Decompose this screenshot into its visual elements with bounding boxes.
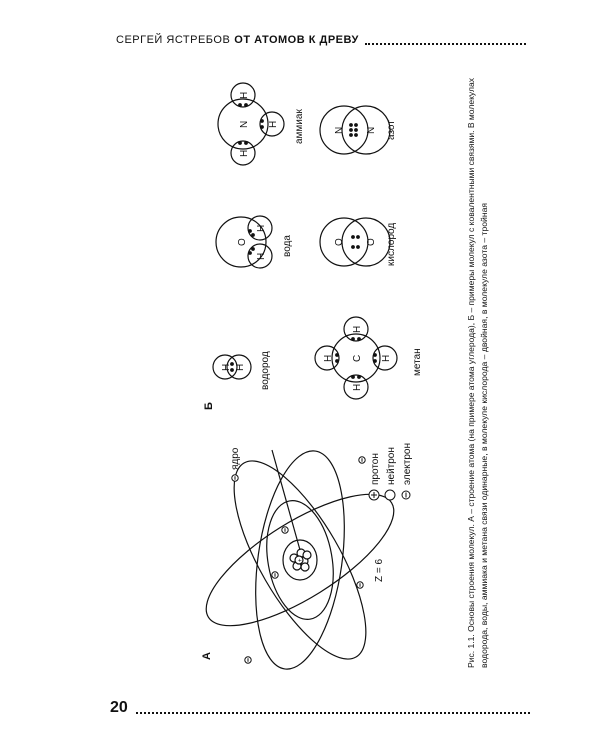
electron — [359, 457, 365, 463]
figure-caption — [466, 74, 489, 668]
molecule-label-oxygen: кислород — [386, 222, 397, 266]
svg-text:H: H — [221, 363, 232, 371]
caption-line-2: водорода, воды, аммиака и метана связи одинарные, в молекуле кислорода – двойная, в молекуле азота – тройная — [479, 203, 489, 668]
nucleus — [290, 549, 311, 571]
legend-electron-label: электрон — [402, 443, 413, 485]
molecule-water — [216, 216, 293, 268]
electron — [272, 572, 278, 578]
molecule-label-water: вода — [282, 235, 293, 257]
legend-proton — [369, 453, 381, 500]
molecule-hydrogen — [213, 351, 271, 390]
nucleus-pointer — [272, 450, 300, 550]
legend-neutron — [385, 447, 397, 500]
panel-b-label: Б — [203, 402, 215, 410]
svg-text:H: H — [239, 91, 250, 99]
legend-proton-label: протон — [370, 453, 381, 485]
svg-text:O: O — [366, 238, 377, 246]
panel-a-label: А — [201, 652, 213, 660]
svg-text:H: H — [268, 120, 279, 128]
electron — [357, 582, 363, 588]
svg-text:O: O — [237, 238, 248, 246]
molecule-label-hydrogen: водород — [260, 351, 271, 390]
legend-electron — [402, 443, 413, 499]
svg-text:H: H — [256, 252, 267, 260]
header-author: СЕРГЕЙ ЯСТРЕБОВ — [116, 34, 231, 46]
molecule-label-methane: метан — [412, 348, 423, 376]
page-number: 20 — [110, 699, 128, 716]
atomic-number-label: Z = 6 — [374, 558, 385, 582]
svg-text:C: C — [352, 354, 363, 362]
electron — [232, 475, 238, 481]
legend — [369, 443, 413, 500]
svg-text:H: H — [323, 354, 334, 362]
svg-text:H: H — [352, 383, 363, 391]
svg-text:H: H — [352, 325, 363, 333]
molecule-ammonia — [218, 83, 305, 165]
svg-text:H: H — [256, 224, 267, 232]
svg-text:H: H — [381, 354, 392, 362]
footer-dotted-rule — [136, 702, 530, 714]
running-footer — [110, 698, 530, 718]
legend-neutron-label: нейтрон — [386, 447, 397, 485]
nucleus-label: ядро — [230, 447, 241, 470]
molecule-nitrogen — [320, 106, 397, 154]
electron — [245, 657, 251, 663]
molecule-methane — [315, 317, 423, 399]
svg-text:+: + — [298, 558, 304, 562]
molecule-oxygen — [320, 218, 397, 266]
molecule-label-nitrogen: азот — [386, 120, 397, 140]
svg-text:O: O — [334, 238, 345, 246]
molecule-label-ammonia: аммиак — [294, 109, 305, 144]
electron — [282, 527, 288, 533]
svg-text:H: H — [235, 363, 246, 371]
svg-text:N: N — [366, 126, 377, 134]
svg-text:H: H — [239, 149, 250, 157]
svg-text:N: N — [239, 120, 250, 128]
svg-text:N: N — [334, 126, 345, 134]
caption-line-1: Рис. 1.1. Основы строения молекул. А – строение атома (на примере атома углерода), Б – примеры молекул с ковалентными связями. В молекулах — [466, 74, 476, 668]
header-book-title: ОТ АТОМОВ К ДРЕВУ — [234, 34, 359, 46]
